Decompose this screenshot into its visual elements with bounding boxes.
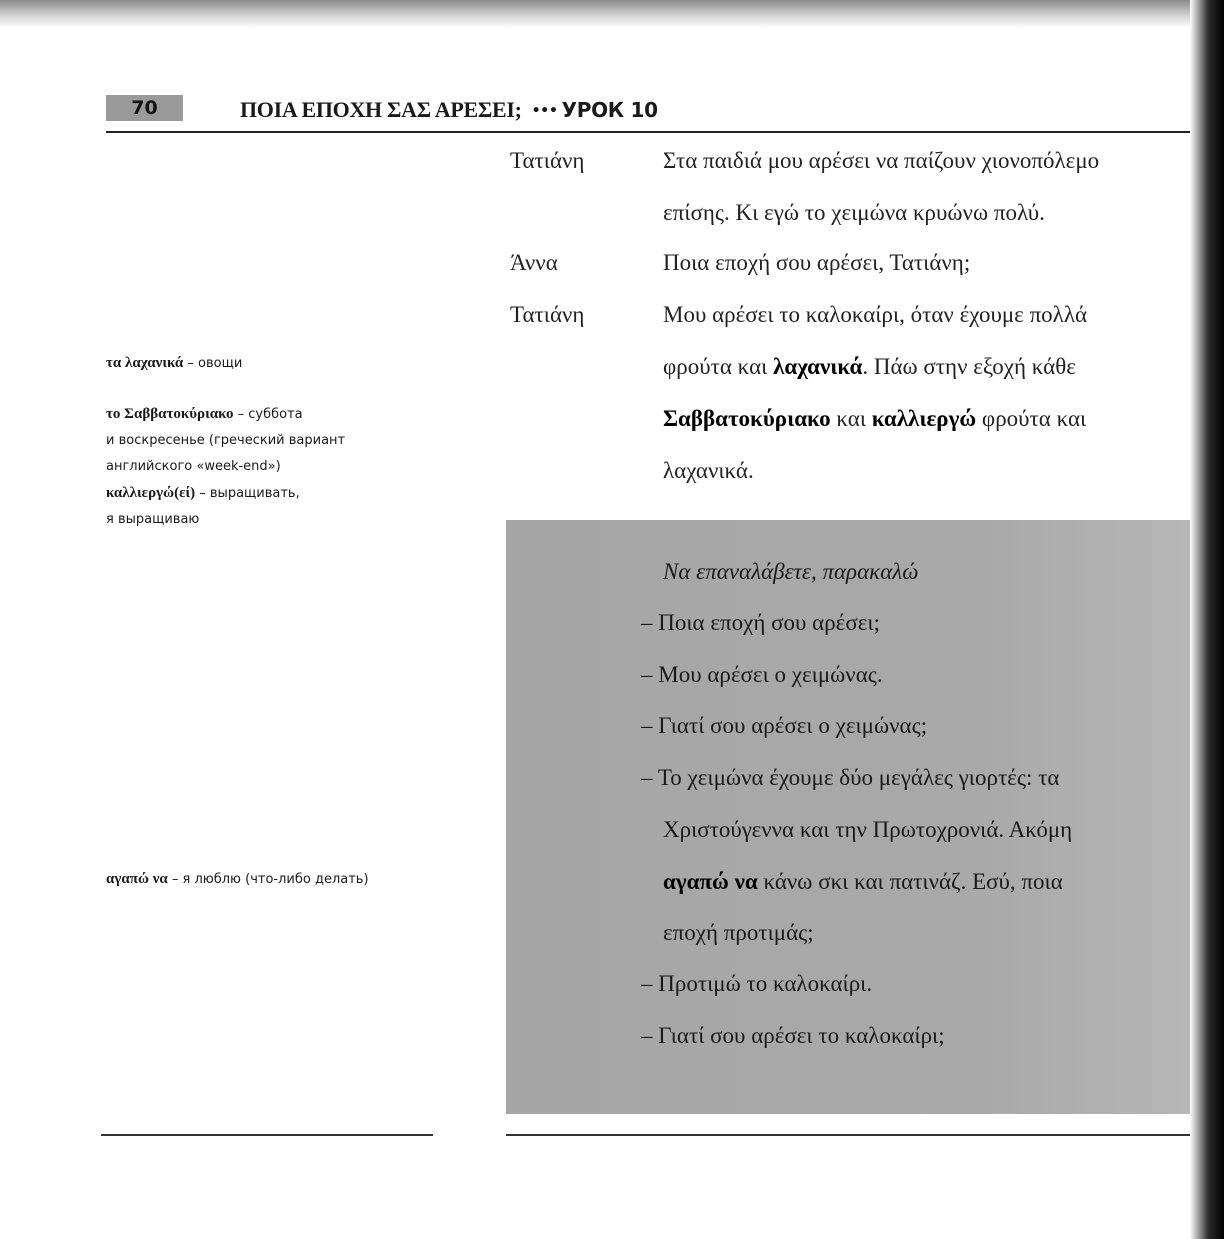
gloss-translation: и воскресенье (греческий вариант [106,433,346,448]
exercise-line: – Το χειμώνα έχουμε δύο μεγάλες γιορτές: τα [641,765,1060,790]
exercise-line: – Γιατί σου αρέσει το καλοκαίρι; [641,1023,945,1048]
dialog-line: λαχανικά. [663,458,754,483]
dialog-line [663,406,1086,432]
exercise-line: εποχή προτιμάς; [663,920,814,945]
footer-rule-left [101,1134,433,1136]
gloss-translation: – я люблю (что-либо делать) [167,872,369,887]
vocab-word: αγαπώ να [663,869,758,894]
page-number: 70 [106,95,183,121]
text-run: . Πάω στην εξοχή κάθε [862,354,1076,379]
dialog-line: Μου αρέσει το καλοκαίρι, όταν έχουμε πολλά [663,302,1088,327]
gloss-translation: английского «week-end») [106,459,281,474]
page-top-shadow [0,0,1224,28]
glossary-entry [106,350,436,377]
gloss-term: καλλιεργώ(εί) [106,485,196,501]
speaker-name: Τατιάνη [510,302,585,327]
gloss-term: το Σαββατοκύριακο [106,406,234,422]
text-run: και [830,406,872,431]
speaker-name: Άννα [510,250,558,275]
exercise-line: – Προτιμώ το καλοκαίρι. [641,971,873,996]
dialog-line: Στα παιδιά μου αρέσει να παίζουν χιονοπόλεμο [663,148,1100,173]
chapter-title: ΠΟΙΑ ΕΠΟΧΗ ΣΑΣ ΑΡΕΣΕΙ; [240,97,522,122]
text-run: κάνω σκι και πατινάζ. Εσύ, ποια [757,869,1063,894]
speaker-name: Τατιάνη [510,148,585,173]
dialog-line [663,354,1076,380]
gloss-translation: – овощи [183,356,243,371]
footer-rule-right [506,1134,1190,1136]
dialog-line: επίσης. Κι εγώ το χειμώνα κρυώνω πολύ. [663,200,1045,225]
exercise-line: – Ποια εποχή σου αρέσει; [641,610,880,635]
vocab-word: Σαββατοκύριακο [663,406,831,431]
gloss-term: αγαπώ να [106,871,168,887]
exercise-line: – Μου αρέσει ο χειμώνας. [641,662,883,687]
exercise-line: Χριστούγεννα και την Πρωτοχρονιά. Ακόμη [663,817,1073,842]
exercise-title: Να επαναλάβετε, παρακαλώ [663,559,919,584]
lesson-label: УРОК 10 [561,98,658,122]
vocab-word: λαχανικά [773,354,863,379]
running-header [240,97,658,123]
text-run: φρούτα και [976,406,1087,431]
exercise-line [663,869,1063,895]
glossary-entry [106,401,436,533]
glossary-entry [106,866,466,893]
gloss-translation: – выращивать, [195,486,300,501]
gloss-term: τα λαχανικά [106,355,184,371]
header-dots: ••• [531,103,558,119]
header-rule [106,131,1190,133]
gloss-translation: я выращиваю [106,512,200,527]
text-run: φρούτα και [663,354,774,379]
gloss-translation: – суббота [233,407,303,422]
vocab-word: καλλιεργώ [871,406,977,431]
book-binding-edge [1190,0,1224,1239]
dialog-line: Ποια εποχή σου αρέσει, Τατιάνη; [663,250,971,275]
exercise-line: – Γιατί σου αρέσει ο χειμώνας; [641,713,928,738]
